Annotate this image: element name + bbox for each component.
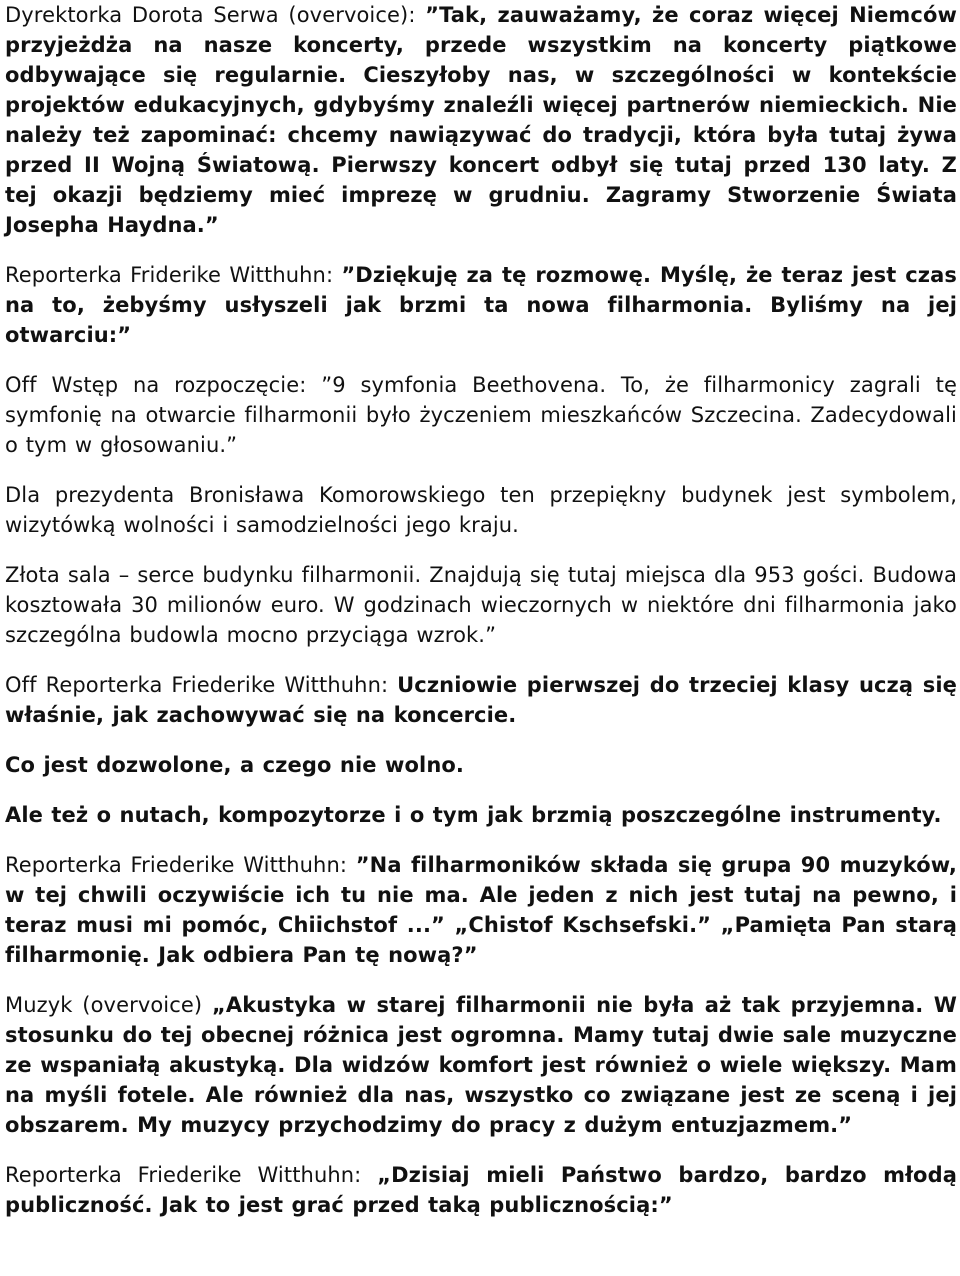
- speaker-label: Dyrektorka Dorota Serwa (overvoice):: [5, 3, 426, 27]
- spoken-text: Co jest dozwolone, a czego nie wolno.: [5, 753, 465, 777]
- speaker-label: Off: [5, 373, 52, 397]
- paragraph-instruments: [5, 800, 957, 830]
- paragraph-reporter-musicians: [5, 850, 957, 970]
- speaker-label: Reporterka Friederike Witthuhn:: [5, 1163, 378, 1187]
- spoken-text: ”Na filharmoników składa się grupa 90 muzyków, w tej chwili oczywiście ich tu nie ma. Ale jeden z nich jest tutaj na pewno, i teraz musi mi pomóc, Chiichstof ...” „Chistof Kschsefski.” „Pamięta Pan starą filharmonię. Jak odbiera Pan tę nową?”: [5, 853, 957, 967]
- paragraph-president: [5, 480, 957, 540]
- spoken-text: ”Dziękuję za tę rozmowę. Myślę, że teraz jest czas na to, żebyśmy usłyszeli jak brzmi ta nowa filharmonia. Byliśmy na jej otwarciu:”: [5, 263, 957, 347]
- document-page: [5, 0, 957, 1220]
- paragraph-director: [5, 0, 957, 240]
- paragraph-allowed: [5, 750, 957, 780]
- spoken-text: ”Tak, zauważamy, że coraz więcej Niemców przyjeżdża na nasze koncerty, przede wszystkim na koncerty piątkowe odbywające się regularnie. Cieszyłoby nas, w szczególności w kontekście projektów edukacyjnych, gdybyśmy znaleźli więcej partnerów niemieckich. Nie należy też zapominać: chcemy nawiązywać do tradycji, która była tutaj żywa przed II Wojną Światową. Pierwszy koncert odbył się tutaj przed 130 laty. Z tej okazji będziemy mieć imprezę w grudniu. Zagramy Stworzenie Świata Josepha Haydna.”: [5, 3, 957, 237]
- paragraph-golden-hall: [5, 560, 957, 650]
- narration-text: Dla prezydenta Bronisława Komorowskiego ten przepiękny budynek jest symbolem, wizytówką wolności i samodzielności jego kraju.: [5, 483, 957, 537]
- paragraph-musician: [5, 990, 957, 1140]
- speaker-label: Muzyk (overvoice): [5, 993, 212, 1017]
- spoken-text: „Akustyka w starej filharmonii nie była aż tak przyjemna. W stosunku do tej obecnej różnica jest ogromna. Mamy tutaj dwie sale muzyczne ze wspaniałą akustyką. Dla widzów komfort jest również o wiele większy. Mam na myśli fotele. Ale również dla nas, wszystko co związane jest ze sceną i jej obszarem. My muzycy przychodzimy do pracy z dużym entuzjazmem.”: [5, 993, 958, 1137]
- spoken-text: Uczniowie pierwszej do trzeciej klasy uczą się właśnie, jak zachowywać się na koncercie.: [5, 673, 957, 727]
- paragraph-off-beethoven: [5, 370, 957, 460]
- speaker-label: Reporterka Friderike Witthuhn:: [5, 263, 342, 287]
- spoken-text: „Dzisiaj mieli Państwo bardzo, bardzo młodą publiczność. Jak to jest grać przed taką publicznością:”: [5, 1163, 957, 1217]
- narration-text: Złota sala – serce budynku filharmonii. Znajdują się tutaj miejsca dla 953 gości. Budowa kosztowała 30 milionów euro. W godzinach wieczornych w niektóre dni filharmonia jako szczególna budowla mocno przyciąga wzrok.”: [5, 563, 957, 647]
- spoken-text: Wstęp na rozpoczęcie: ”9 symfonia Beethovena. To, że filharmonicy zagrali tę symfonię na otwarcie filharmonii było życzeniem mieszkańców Szczecina. Zadecydowali o tym w głosowaniu.”: [5, 373, 957, 457]
- speaker-label: Off Reporterka Friederike Witthuhn:: [5, 673, 398, 697]
- paragraph-off-students: [5, 670, 957, 730]
- spoken-text: Ale też o nutach, kompozytorze i o tym jak brzmią poszczególne instrumenty.: [5, 803, 942, 827]
- speaker-label: Reporterka Friederike Witthuhn:: [5, 853, 356, 877]
- paragraph-reporter-thanks: [5, 260, 957, 350]
- paragraph-reporter-audience: [5, 1160, 957, 1220]
